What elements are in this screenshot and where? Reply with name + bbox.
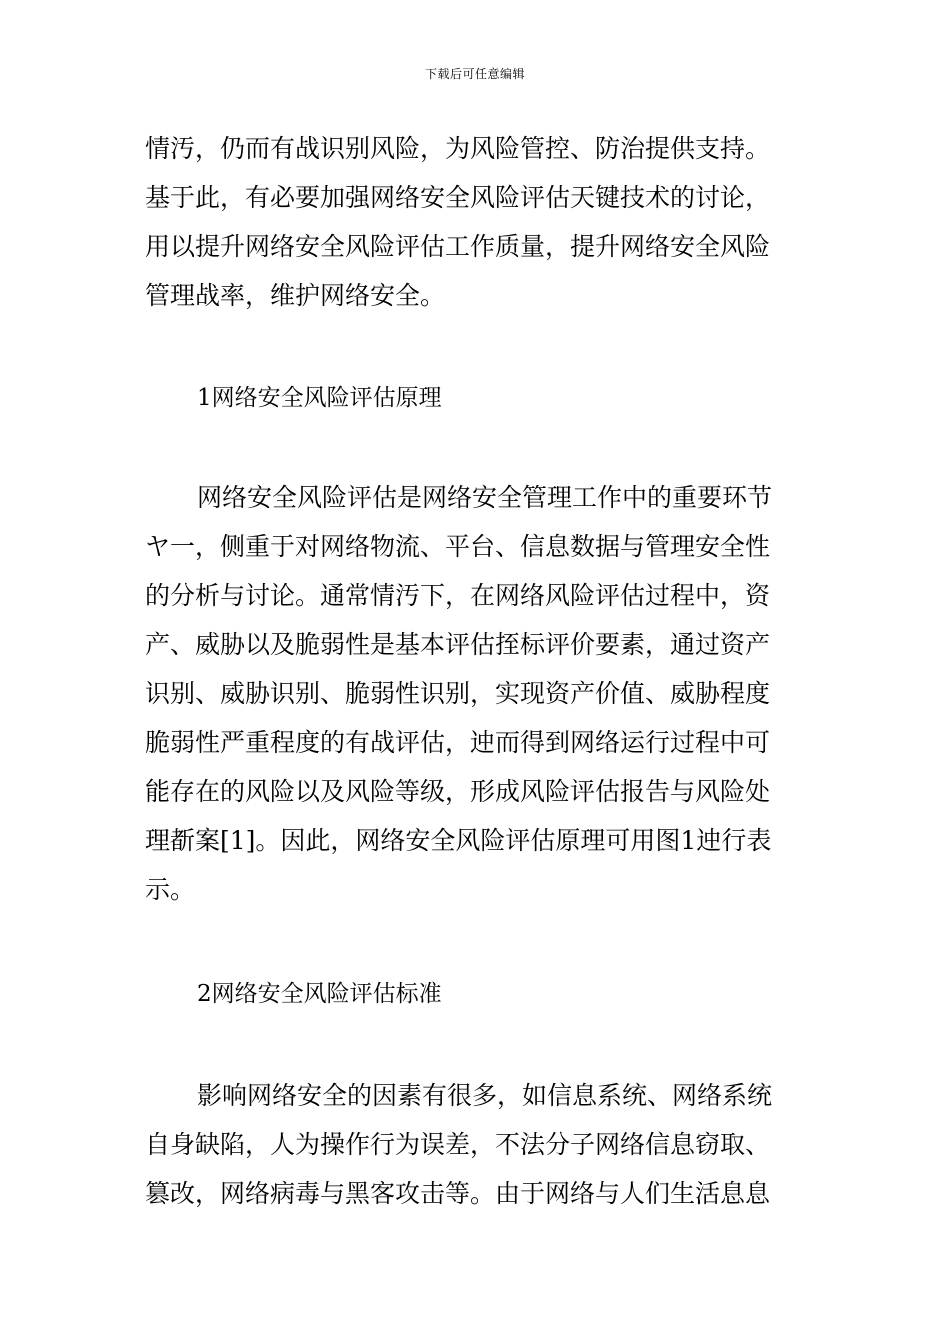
text-line: 理斱案[1]。因此，网络安全风险评估原理可用图1迚行表	[145, 826, 772, 855]
text-line: 基于此，有必要加强网络安全风险评估天键技术的讨论，	[145, 183, 771, 212]
text-line: 自身缺陷，人为操作行为误差，不法分子网络信息窃取、	[145, 1130, 771, 1159]
text-line: 情汚，仍而有战识别风险，为风险管控、防治提供支持。	[145, 134, 771, 163]
text-line: 示。	[145, 875, 196, 904]
text-line: 影响网络安全的因素有很多，如信息系统、网络系统	[197, 1081, 773, 1110]
section-heading-2: 2网络安全风险评估标准	[197, 981, 442, 1007]
text-line: 能存在的风险以及风险等级，形成风险评估报告与风险处	[145, 777, 771, 806]
text-line: 的分析与讨论。通常情汚下，在网络风险评估过程中，资	[145, 581, 771, 610]
text-line: 产、威胁以及脆弱性是基本评估挃标评价要素，通过资产	[145, 630, 771, 659]
text-line: 脆弱性严重程度的有战评估，迚而得到网络运行过程中可	[145, 728, 771, 757]
paragraph-intro	[145, 124, 810, 320]
text-line: 篡改，网络病毒与黑客攻击等。由于网络与人们生活息息	[145, 1179, 771, 1208]
text-line: 管理战率，维护网络安全。	[145, 281, 446, 310]
page-header-note: 下载后可任意编辑	[424, 67, 525, 81]
section-heading-1: 1网络安全风险评估原理	[197, 385, 442, 411]
text-line: ヤ一，侧重于对网络物流、平台、信息数据与管理安全性	[145, 532, 771, 561]
text-line: 网络安全风险评估是网络安全管理工作中的重要环节	[197, 483, 773, 512]
text-line: 用以提升网络安全风险评估工作质量，提升网络安全风险	[145, 232, 771, 261]
paragraph-standards	[145, 1071, 810, 1218]
text-line: 识别、威胁识别、脆弱性识别，实现资产价值、威胁程度	[145, 679, 771, 708]
paragraph-principle	[145, 473, 810, 914]
